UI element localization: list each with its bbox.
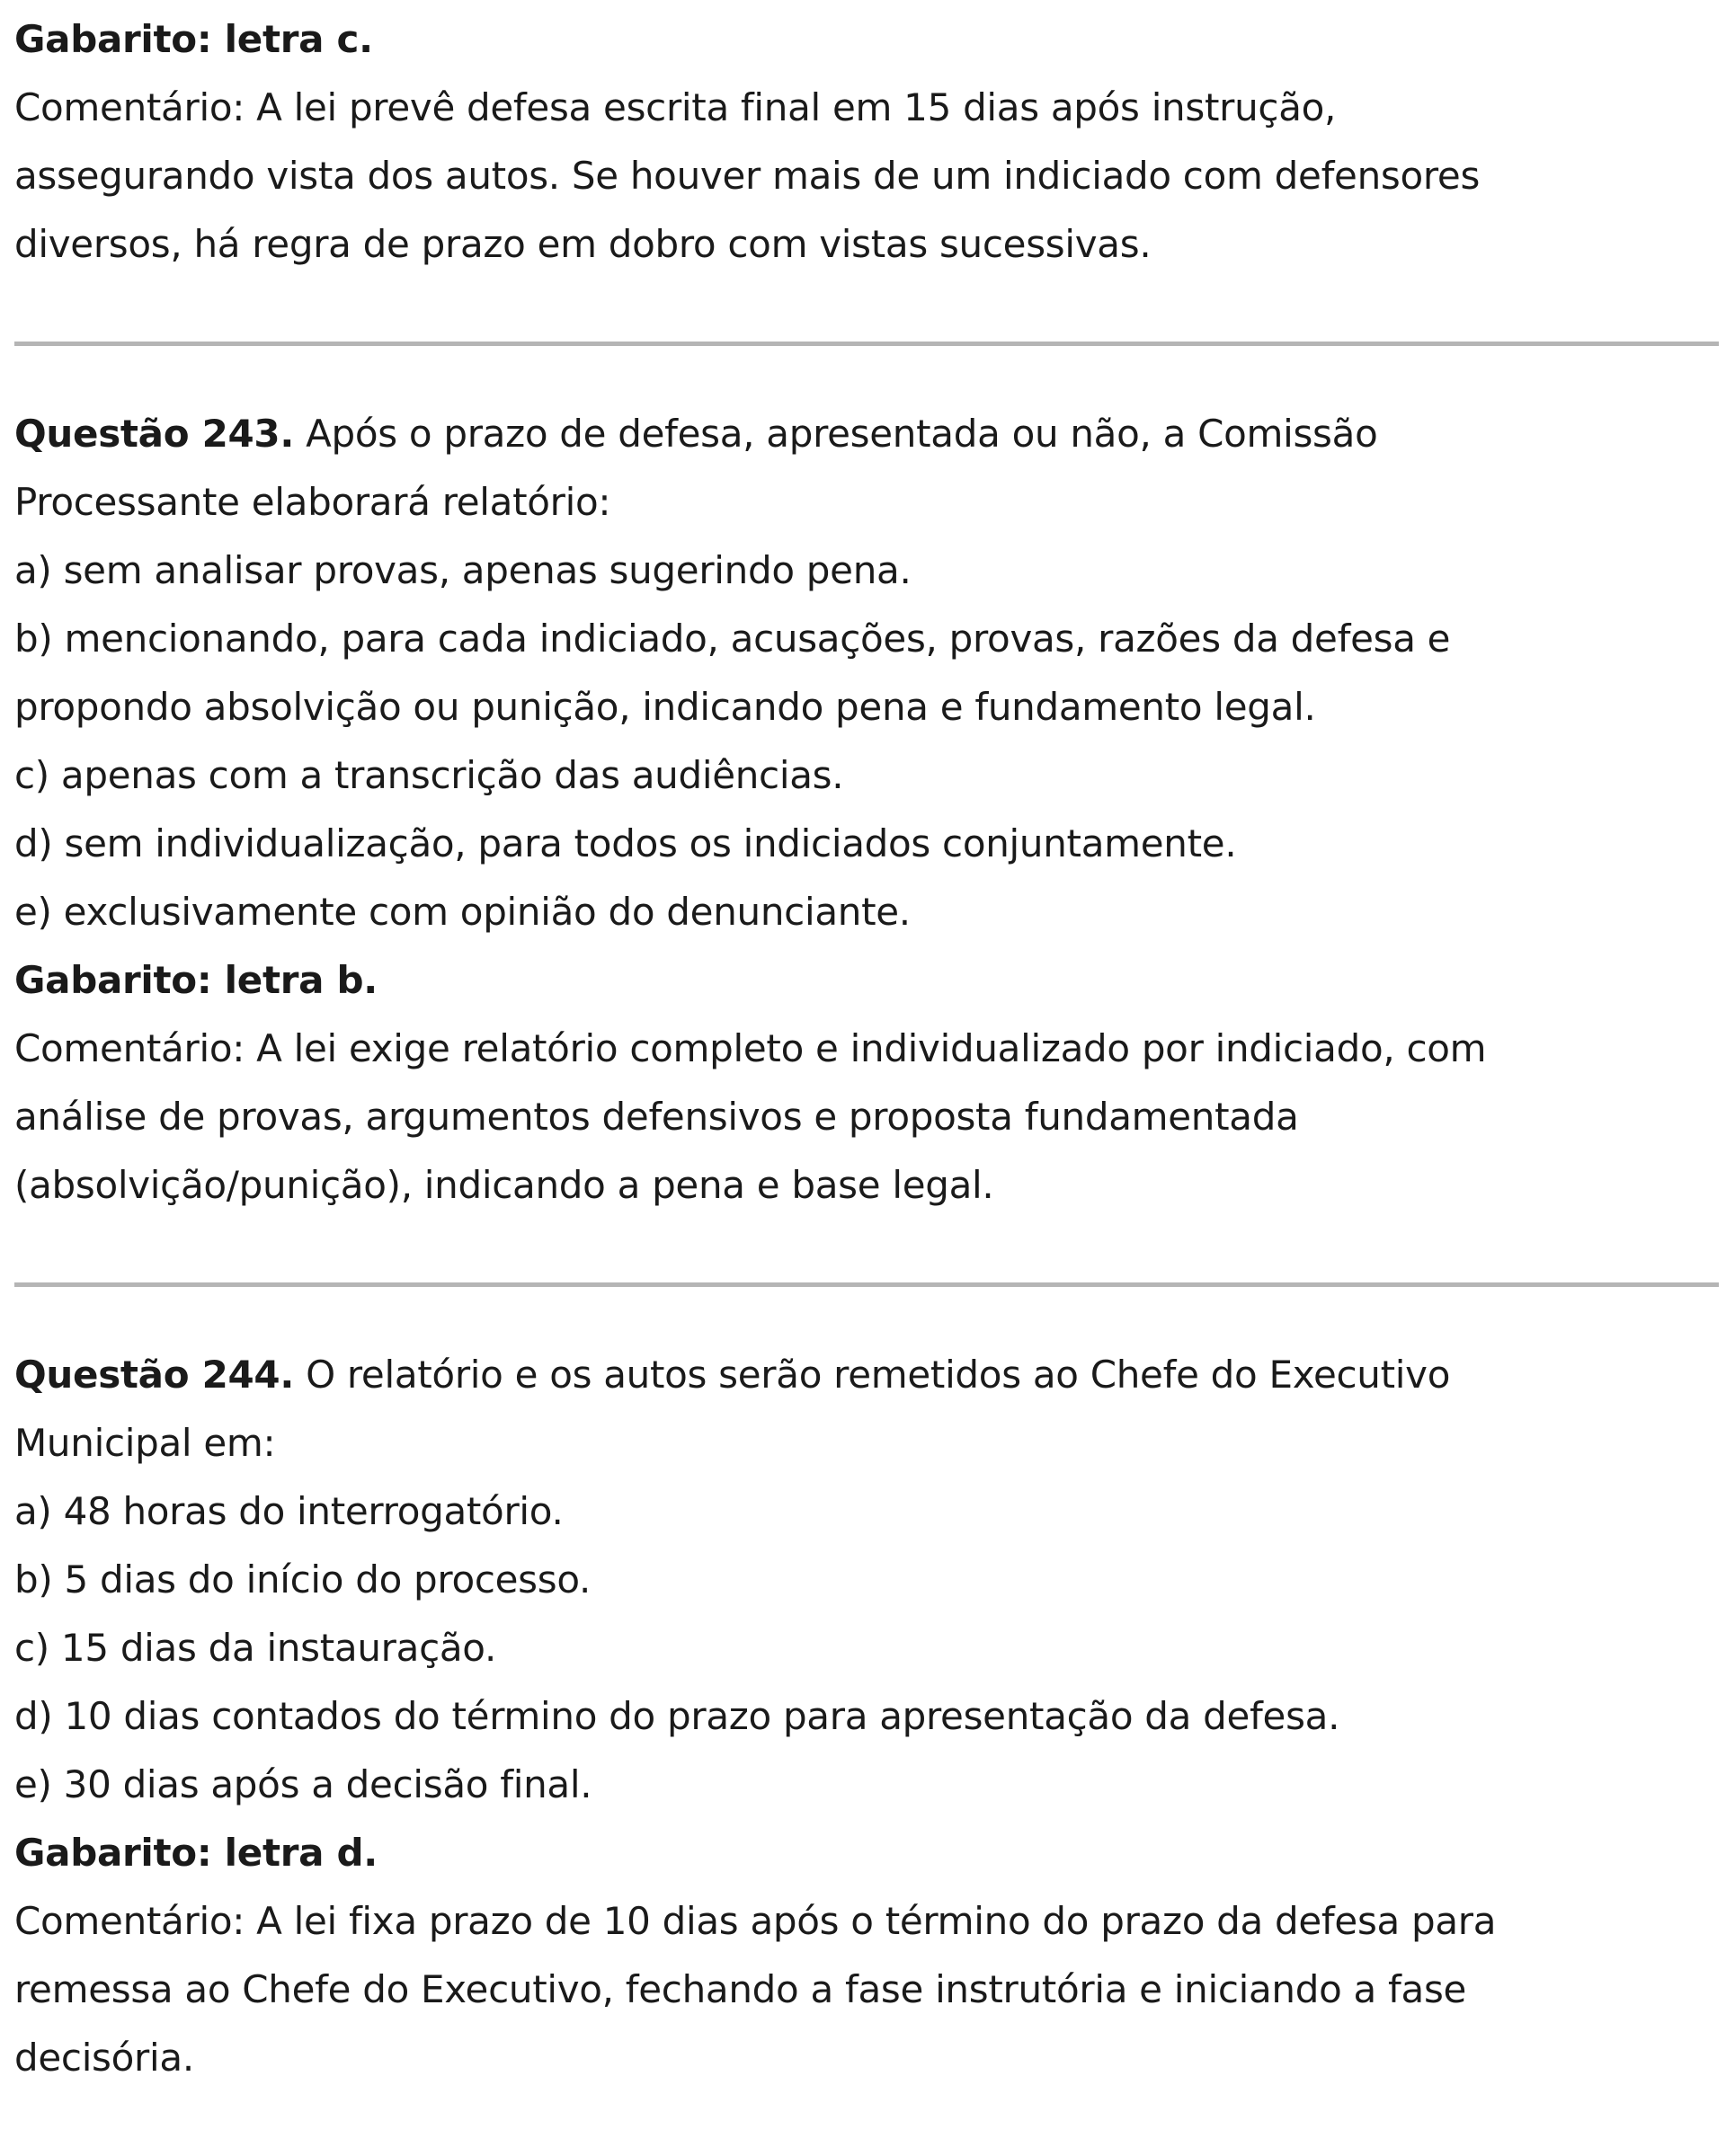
question-243-label: Questão 243. (14, 412, 295, 456)
comment-243-line-1: Comentário: A lei exige relatório completo e individualizado por indiciado, com (14, 1026, 1487, 1070)
option-243-b: b) mencionando, para cada indiciado, acusações, provas, razões da defesa e (14, 617, 1451, 661)
question-243 (14, 400, 1710, 1220)
answer-key-242: Gabarito: letra c. (14, 17, 373, 61)
comment-244-line-1: Comentário: A lei fixa prazo de 10 dias após o término do prazo da defesa para (14, 1899, 1497, 1943)
comment-242-line-3: diversos, há regra de prazo em dobro com vistas sucessivas. (14, 222, 1152, 266)
question-242-tail (14, 5, 1710, 279)
option-243-d: d) sem individualização, para todos os indiciados conjuntamente. (14, 821, 1237, 865)
option-244-b: b) 5 dias do início do processo. (14, 1557, 592, 1601)
question-243-stem-first: Após o prazo de defesa, apresentada ou não, a Comissão (294, 412, 1378, 456)
option-243-b-cont: propondo absolvição ou punição, indicando pena e fundamento legal. (14, 685, 1316, 729)
option-244-a: a) 48 horas do interrogatório. (14, 1489, 564, 1533)
comment-242-line-1: Comentário: A lei prevê defesa escrita final em 15 dias após instrução, (14, 85, 1337, 129)
answer-key-244: Gabarito: letra d. (14, 1831, 378, 1875)
question-244 (14, 1341, 1710, 2092)
comment-244-line-3: decisória. (14, 2036, 194, 2080)
question-243-stem (14, 400, 1710, 468)
option-244-e: e) 30 dias após a decisão final. (14, 1762, 592, 1806)
option-244-d: d) 10 dias contados do término do prazo para apresentação da defesa. (14, 1694, 1340, 1738)
option-243-e: e) exclusivamente com opinião do denunciante. (14, 890, 911, 934)
comment-243-line-2: análise de provas, argumentos defensivos e proposta fundamentada (14, 1095, 1299, 1139)
comment-244-line-2: remessa ao Chefe do Executivo, fechando a fase instrutória e iniciando a fase (14, 1967, 1467, 2011)
question-243-stem-rest: Processante elaborará relatório: (14, 480, 611, 524)
option-244-c: c) 15 dias da instauração. (14, 1626, 497, 1670)
question-244-label: Questão 244. (14, 1353, 295, 1397)
question-244-stem (14, 1341, 1710, 1409)
answer-key-243: Gabarito: letra b. (14, 958, 378, 1002)
question-244-stem-rest: Municipal em: (14, 1421, 276, 1465)
question-244-stem-first: O relatório e os autos serão remetidos ao Chefe do Executivo (294, 1353, 1451, 1397)
comment-243-line-3: (absolvição/punição), indicando a pena e base legal. (14, 1163, 994, 1207)
comment-242-line-2: assegurando vista dos autos. Se houver mais de um indiciado com defensores (14, 154, 1481, 198)
option-243-a: a) sem analisar provas, apenas sugerindo pena. (14, 548, 912, 592)
option-243-c: c) apenas com a transcrição das audiências. (14, 753, 844, 797)
